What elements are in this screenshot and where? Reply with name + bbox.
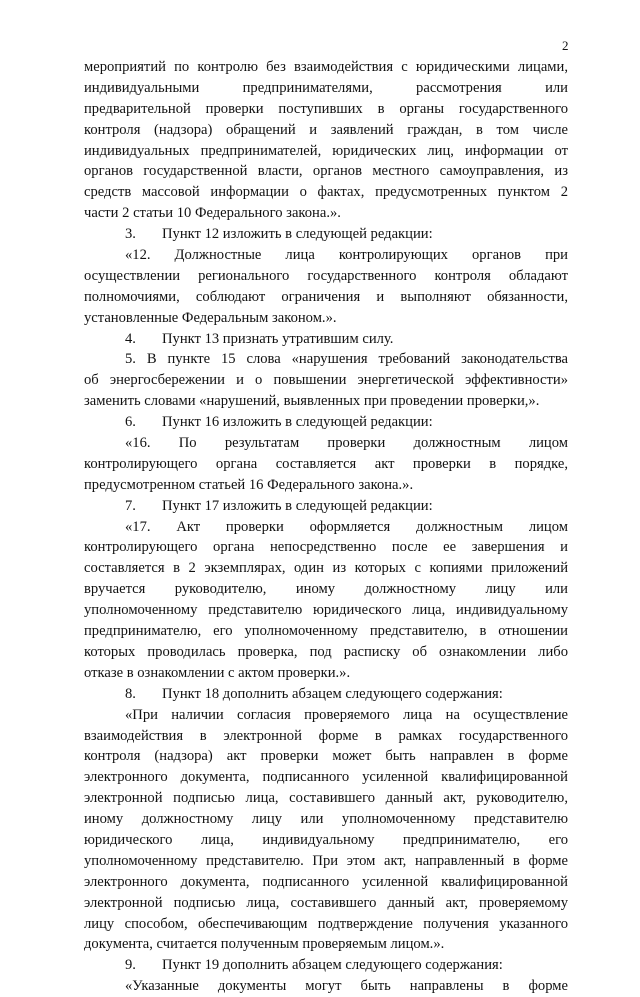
numbered-item (84, 224, 568, 245)
item-text: Пункт 12 изложить в следующей редакции: (162, 226, 433, 243)
text-line: «Указанные документы могут быть направлены в форме (125, 978, 568, 995)
text-line: лицу способом, обеспечивающим подтверждение получения указанного (84, 915, 568, 932)
text-line: уполномоченному представителю. При этом акт, направленный в форме (84, 852, 568, 869)
numbered-item (84, 684, 568, 705)
text-line: контроля (надзора) обращений и заявлений граждан, в том числе (84, 121, 568, 138)
item-number: 6. (125, 414, 136, 431)
numbered-item (84, 955, 568, 976)
item-number: 9. (125, 957, 136, 974)
text-line: электронной подписью лица, составившего данный акт, проверяемому (84, 894, 568, 911)
text-line: предусмотренном статьей 16 Федерального закона.». (84, 476, 414, 493)
text-line: «При наличии согласия проверяемого лица на осуществление (125, 706, 568, 723)
paragraph (84, 349, 568, 412)
paragraph (84, 976, 568, 997)
text-line (84, 412, 568, 433)
text-line: составляется в 2 экземплярах, один из которых с копиями приложений (84, 560, 568, 577)
paragraph (84, 245, 568, 329)
text-line: отказе в ознакомлении с актом проверки.». (84, 664, 351, 681)
text-line: «17. Акт проверки оформляется должностным лицом (125, 518, 568, 535)
text-line: индивидуальными предпринимателями, рассмотрения или (84, 79, 568, 96)
text-line: вручается руководителю, иному должностному лицу или (84, 581, 568, 598)
text-line: об энергосбережении и о повышении энергетической эффективности» (84, 372, 568, 389)
text-line: иному должностному лицу или уполномоченному представителю (84, 811, 568, 828)
text-line: уполномоченному представителю юридического лица, индивидуальному (84, 602, 568, 619)
text-line: юридического лица, индивидуальному предпринимателю, его (84, 831, 568, 848)
numbered-item (84, 496, 568, 517)
item-text: Пункт 13 признать утратившим силу. (162, 330, 394, 347)
paragraph (84, 517, 568, 684)
text-line (84, 684, 568, 705)
item-number: 7. (125, 497, 136, 514)
item-text: Пункт 16 изложить в следующей редакции: (162, 414, 433, 431)
text-line: мероприятий по контролю без взаимодействия с юридическими лицами, (84, 59, 568, 75)
text-line: контролирующего органа составляется акт проверки в порядке, (84, 455, 568, 472)
text-line (84, 224, 568, 245)
numbered-item (84, 329, 568, 350)
text-line: контролирующего органа непосредственно после ее завершения и (84, 539, 568, 556)
text-line (84, 329, 568, 350)
text-line: 5. В пункте 15 слова «нарушения требований законодательства (125, 351, 568, 368)
text-line: «12. Должностные лица контролирующих органов при (125, 247, 568, 264)
item-text: Пункт 19 дополнить абзацем следующего содержания: (162, 957, 503, 974)
text-line: электронной подписью лица, составившего данный акт, руководителю, (84, 790, 568, 807)
numbered-item (84, 412, 568, 433)
text-line: установленные Федеральным законом.». (84, 309, 337, 326)
text-line (84, 496, 568, 517)
text-line: части 2 статьи 10 Федерального закона.». (84, 205, 341, 222)
item-text: Пункт 18 дополнить абзацем следующего содержания: (162, 685, 503, 702)
item-number: 8. (125, 685, 136, 702)
text-line: документа, считается полученным проверяемым лицом.». (84, 936, 445, 953)
text-line (84, 955, 568, 976)
text-line: осуществлении регионального государственного контроля обладают (84, 267, 568, 284)
paragraph (84, 705, 568, 956)
paragraph (84, 433, 568, 496)
page-number: 2 (562, 38, 569, 53)
item-number: 4. (125, 330, 136, 347)
item-text: Пункт 17 изложить в следующей редакции: (162, 497, 433, 514)
text-line: средств массовой информации о фактах, предусмотренных пунктом 2 (84, 184, 568, 201)
text-line: полномочиями, соблюдают ограничения и выполняют обязанности, (84, 288, 568, 305)
text-line: органов государственной власти, органов местного самоуправления, из (84, 163, 568, 180)
document-body (84, 57, 568, 997)
text-line: электронного документа, подписанного усиленной квалифицированной (84, 873, 568, 890)
text-line: контроля (надзора) акт проверки может быть направлен в форме (84, 748, 568, 765)
paragraph (84, 57, 568, 224)
text-line: «16. По результатам проверки должностным лицом (125, 435, 568, 452)
text-line: индивидуальных предпринимателей, юридических лиц, информации от (84, 142, 568, 159)
text-line: предпринимателю, его уполномоченному представителю, в отношении (84, 623, 568, 640)
text-line: которых проводилась проверка, под расписку об ознакомлении либо (84, 643, 568, 660)
text-line: предварительной проверки поступивших в органы государственного (84, 100, 568, 117)
text-line: взаимодействия в электронной форме в рамках государственного (84, 727, 568, 744)
text-line: электронного документа, подписанного усиленной квалифицированной (84, 769, 568, 786)
item-number: 3. (125, 226, 136, 243)
text-line: заменить словами «нарушений, выявленных при проведении проверки,». (84, 393, 540, 410)
